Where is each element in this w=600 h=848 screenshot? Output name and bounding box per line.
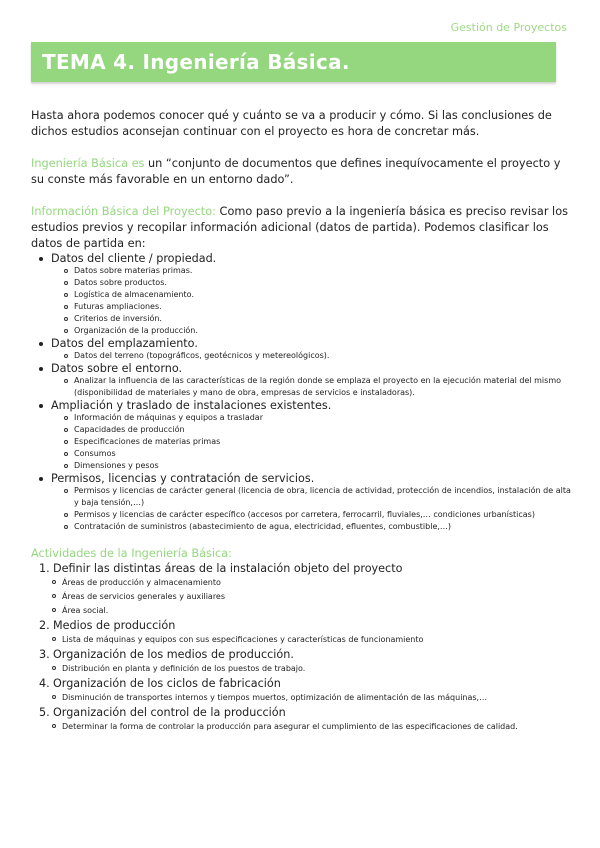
activity-subitem: Distribución en planta y definición de los puestos de trabajo.	[51, 662, 571, 676]
intro-paragraph: Hasta ahora podemos conocer qué y cuánto se va a producir y cómo. Si las conclusiones de dichos estudios aconsejan continuar con el proyecto es hora de concretar más.	[31, 109, 552, 138]
category-subitem: Analizar la influencia de las características de la región donde se emplaza el proyecto en la ejecución material del mismo (disponibilidad de materiales y mano de obra, empresas de servicios e instaladoras).	[63, 375, 571, 399]
category-item	[37, 252, 571, 337]
category-subitem: Permisos y licencias de carácter específico (accesos por carretera, ferrocarril, fluviales,… condiciones urbanísticas)	[63, 509, 571, 521]
info-paragraph	[31, 204, 571, 252]
page-title: TEMA 4. Ingeniería Básica.	[42, 50, 350, 74]
category-item	[37, 472, 571, 533]
category-subitem: Criterios de inversión.	[63, 313, 571, 325]
activities-list	[31, 561, 571, 734]
activity-item	[39, 676, 571, 705]
activity-label: Organización del control de la producción	[53, 706, 286, 719]
category-sublist	[51, 375, 571, 399]
activity-subitem: Determinar la forma de controlar la producción para asegurar el cumplimiento de las especificaciones de calidad.	[51, 720, 571, 734]
category-subitem: Logística de almacenamiento.	[63, 289, 571, 301]
category-subitem: Capacidades de producción	[63, 424, 571, 436]
activity-label: Organización de los ciclos de fabricación	[53, 677, 281, 690]
definition-text: un “conjunto de documentos que defines inequívocamente el proyecto y su conste más favorable en un entorno dado”.	[31, 157, 561, 186]
activity-subitem: Áreas de producción y almacenamiento	[51, 576, 571, 590]
category-label: Datos sobre el entorno.	[51, 362, 183, 375]
category-label: Ampliación y traslado de instalaciones existentes.	[51, 399, 332, 412]
activity-label: Medios de producción	[53, 619, 176, 632]
activity-item	[39, 647, 571, 676]
activity-label: Organización de los medios de producción.	[53, 648, 294, 661]
activity-item	[39, 705, 571, 734]
activity-subitem: Áreas de servicios generales y auxiliares	[51, 590, 571, 604]
activity-sublist	[39, 662, 571, 676]
activity-item	[39, 561, 571, 618]
category-subitem: Consumos	[63, 448, 571, 460]
category-subitem: Datos del terreno (topográficos, geotécnicos y metereológicos).	[63, 350, 571, 362]
activity-number: 5.	[39, 706, 50, 719]
category-sublist	[51, 265, 571, 337]
category-item	[37, 399, 571, 472]
activity-sublist	[39, 633, 571, 647]
category-sublist	[51, 350, 571, 362]
category-subitem: Futuras ampliaciones.	[63, 301, 571, 313]
category-item	[37, 337, 571, 362]
activity-number: 2.	[39, 619, 50, 632]
category-label: Permisos, licencias y contratación de servicios.	[51, 472, 315, 485]
info-term: Información Básica del Proyecto:	[31, 205, 216, 218]
activity-number: 1.	[39, 562, 50, 575]
category-subitem: Dimensiones y pesos	[63, 460, 571, 472]
category-subitem: Datos sobre materias primas.	[63, 265, 571, 277]
category-subitem: Especificaciones de materias primas	[63, 436, 571, 448]
category-subitem: Contratación de suministros (abastecimiento de agua, electricidad, efluentes, combustible,…)	[63, 521, 571, 533]
header-note: Gestión de Proyectos	[450, 21, 567, 34]
category-sublist	[51, 485, 571, 533]
document-body	[31, 108, 571, 734]
activities-heading: Actividades de la Ingeniería Básica:	[31, 547, 232, 560]
category-label: Datos del cliente / propiedad.	[51, 252, 217, 265]
activity-label: Definir las distintas áreas de la instalación objeto del proyecto	[53, 562, 403, 575]
activity-item	[39, 618, 571, 647]
definition-term: Ingeniería Básica es	[31, 157, 145, 170]
activity-number: 3.	[39, 648, 50, 661]
category-label: Datos del emplazamiento.	[51, 337, 198, 350]
activity-sublist	[39, 720, 571, 734]
activity-subitem: Lista de máquinas y equipos con sus especificaciones y características de funcionamiento	[51, 633, 571, 647]
activity-sublist	[39, 691, 571, 705]
category-subitem: Permisos y licencias de carácter general (licencia de obra, licencia de actividad, protección de incendios, instalación de alta y baja tensión,…)	[63, 485, 571, 509]
category-sublist	[51, 412, 571, 472]
info-text: Como paso previo a la ingeniería básica es preciso revisar los estudios previos y recopilar información adicional (datos de partida). Podemos clasificar los datos de partida en:	[31, 205, 568, 250]
activity-sublist	[39, 576, 571, 618]
activity-subitem: Disminución de transportes internos y tiempos muertos, optimización de alimentación de las máquinas,…	[51, 691, 571, 705]
category-subitem: Datos sobre productos.	[63, 277, 571, 289]
category-subitem: Información de máquinas y equipos a trasladar	[63, 412, 571, 424]
category-subitem: Organización de la producción.	[63, 325, 571, 337]
activity-subitem: Área social.	[51, 604, 571, 618]
category-item	[37, 362, 571, 399]
activity-number: 4.	[39, 677, 50, 690]
categories-list	[31, 252, 571, 533]
title-banner	[31, 42, 556, 82]
definition-paragraph	[31, 156, 571, 188]
